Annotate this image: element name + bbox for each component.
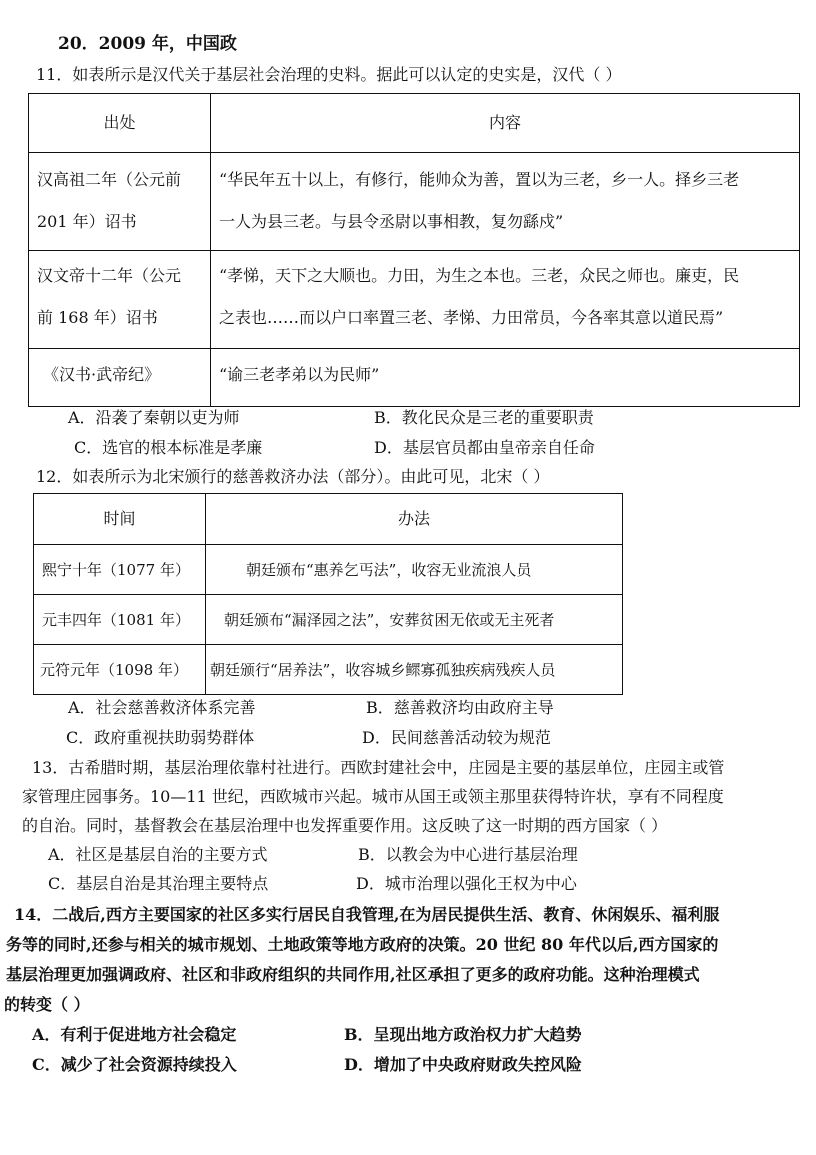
question-12-stem: 12．如表所示为北宋颁行的慈善救济办法（部分）。由此可见，北宋（ ） xyxy=(36,467,550,486)
q11-row-3-content: “谕三老孝弟以为民师” xyxy=(219,365,380,384)
q11-row-2-source-line1: 汉文帝十二年（公元 xyxy=(37,266,182,285)
q14-stem-line4: 的转变（ ） xyxy=(4,995,90,1014)
q14-option-a[interactable]: A．有利于促进地方社会稳定 xyxy=(32,1025,237,1044)
q12-option-c[interactable]: C．政府重视扶助弱势群体 xyxy=(66,728,255,747)
q13-stem-line1: 13．古希腊时期，基层治理依靠村社进行。西欧封建社会中，庄园是主要的基层单位，庄园主或管 xyxy=(32,758,725,777)
q12-row-2-time: 元丰四年（1081 年） xyxy=(42,611,190,629)
q11-option-a[interactable]: A．沿袭了秦朝以吏为师 xyxy=(68,408,240,427)
q11-row-3-source: 《汉书·武帝纪》 xyxy=(43,365,161,384)
q11-table xyxy=(28,93,800,407)
q13-option-b[interactable]: B．以教会为中心进行基层治理 xyxy=(358,845,578,864)
q11-header-source: 出处 xyxy=(103,113,136,132)
q11-row-1-source-line1: 汉高祖二年（公元前 xyxy=(37,170,182,189)
q13-option-d[interactable]: D．城市治理以强化王权为中心 xyxy=(356,874,577,893)
q12-header-row xyxy=(34,494,622,544)
q11-row-2 xyxy=(29,250,799,349)
q12-row-2 xyxy=(34,594,622,645)
q12-row-1-time: 熙宁十年（1077 年） xyxy=(42,561,190,579)
q11-row-2-source-line2: 前 168 年）诏书 xyxy=(37,308,158,327)
q13-stem-line2: 家管理庄园事务。10—11 世纪，西欧城市兴起。城市从国王或领主那里获得特许状，享有不同程度 xyxy=(22,787,724,806)
q11-row-1-content-line1: “华民年五十以上，有修行，能帅众为善，置以为三老，乡一人。择乡三老 xyxy=(219,170,740,189)
q12-row-3 xyxy=(34,644,622,695)
q14-option-d[interactable]: D．增加了中央政府财政失控风险 xyxy=(344,1055,582,1074)
q11-header-content: 内容 xyxy=(488,113,521,132)
q14-option-b[interactable]: B．呈现出地方政治权力扩大趋势 xyxy=(344,1025,582,1044)
q11-row-1-source-line2: 201 年）诏书 xyxy=(37,212,137,231)
q13-option-a[interactable]: A．社区是基层自治的主要方式 xyxy=(48,845,268,864)
q11-row-1-content-line2: 一人为县三老。与县令丞尉以事相教，复勿繇戍” xyxy=(219,212,564,231)
q12-header-time: 时间 xyxy=(103,509,136,528)
q11-row-3 xyxy=(29,348,799,405)
q12-table xyxy=(33,493,623,695)
q12-row-3-time: 元符元年（1098 年） xyxy=(40,661,188,679)
q11-row-2-content-line1: “孝悌，天下之大顺也。力田，为生之本也。三老，众民之师也。廉吏，民 xyxy=(219,266,740,285)
q14-option-c[interactable]: C．减少了社会资源持续投入 xyxy=(32,1055,237,1074)
q12-option-b[interactable]: B．慈善救济均由政府主导 xyxy=(366,698,554,717)
q13-option-c[interactable]: C．基层自治是其治理主要特点 xyxy=(48,874,269,893)
q12-row-1-method: 朝廷颁布“惠养乞丐法”，收容无业流浪人员 xyxy=(246,561,532,579)
question-11-stem: 11．如表所示是汉代关于基层社会治理的史料。据此可以认定的史实是，汉代（ ） xyxy=(36,65,622,84)
q14-stem-line1: 14．二战后,西方主要国家的社区多实行居民自我管理,在为居民提供生活、教育、休闲娱乐、福利服 xyxy=(14,905,720,924)
q12-option-d[interactable]: D．民间慈善活动较为规范 xyxy=(362,728,551,747)
question-20-fragment: 20．2009 年，中国政 xyxy=(58,34,237,54)
q14-stem-line3: 基层治理更加强调政府、社区和非政府组织的共同作用,社区承担了更多的政府功能。这种治理模式 xyxy=(6,965,700,984)
q12-row-2-method: 朝廷颁布“漏泽园之法”，安葬贫困无依或无主死者 xyxy=(224,611,555,629)
q11-row-1 xyxy=(29,152,799,251)
q12-header-method: 办法 xyxy=(397,509,430,528)
q11-option-b[interactable]: B．教化民众是三老的重要职责 xyxy=(374,408,594,427)
q14-stem-line2: 务等的同时,还参与相关的城市规划、土地政策等地方政府的决策。20 世纪 80 年代以后,西方国家的 xyxy=(6,935,719,954)
q13-stem-line3: 的自治。同时，基督教会在基层治理中也发挥重要作用。这反映了这一时期的西方国家（ ） xyxy=(22,816,668,835)
q11-option-d[interactable]: D．基层官员都由皇帝亲自任命 xyxy=(374,438,595,457)
q12-row-1 xyxy=(34,544,622,595)
q12-option-a[interactable]: A．社会慈善救济体系完善 xyxy=(68,698,256,717)
q11-row-2-content-line2: 之表也……而以户口率置三老、孝悌、力田常员，今各率其意以道民焉” xyxy=(219,308,724,327)
q11-header-row xyxy=(29,94,799,152)
q11-option-c[interactable]: C．选官的根本标准是孝廉 xyxy=(74,438,263,457)
q12-row-3-method: 朝廷颁行“居养法”，收容城乡鳏寡孤独疾病残疾人员 xyxy=(210,661,556,679)
